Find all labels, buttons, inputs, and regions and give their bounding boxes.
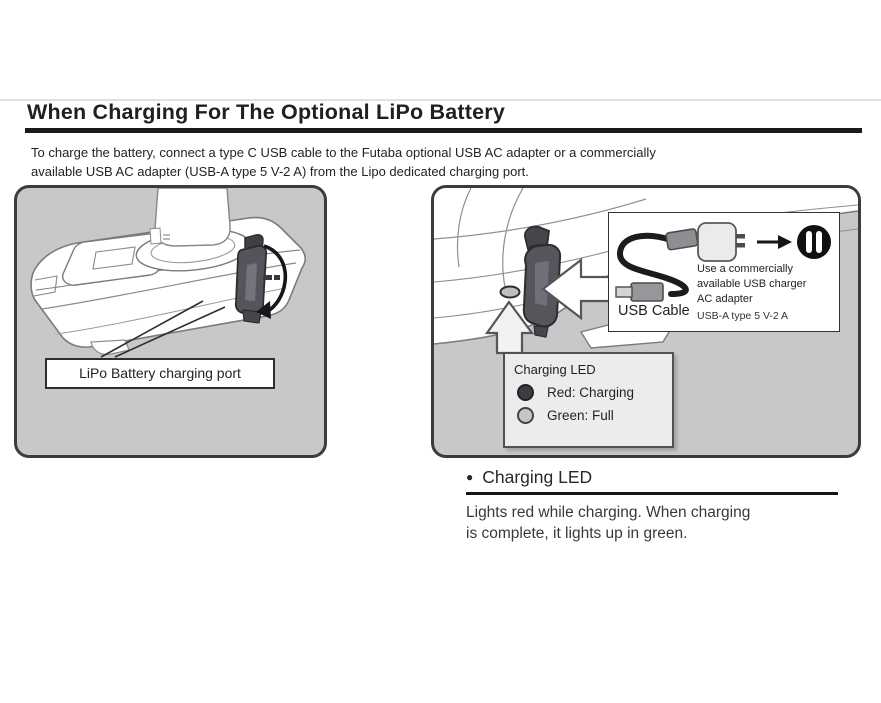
- charging-led-indicator: [501, 287, 520, 298]
- figure-charging-closeup: [431, 185, 861, 458]
- intro-line-2: available USB AC adapter (USB-A type 5 V-2 A) from the Lipo dedicated charging port.: [31, 164, 529, 179]
- adapter-note-line-1: Use a commercially: [697, 263, 793, 275]
- led-legend-title: Charging LED: [514, 362, 596, 377]
- device-print-mark: [263, 275, 272, 280]
- intro-text: [31, 143, 656, 181]
- intro-line-1: To charge the battery, connect a type C USB cable to the Futaba optional USB AC adapter or a commercially: [31, 145, 656, 160]
- device-print-mark: [274, 275, 280, 280]
- section-body-line-1: Lights red while charging. When charging: [466, 503, 751, 521]
- figure-charging-port: [14, 185, 327, 458]
- section-heading-text: Charging LED: [482, 467, 593, 487]
- usb-cable-label: USB Cable: [618, 303, 690, 319]
- led-green-label: Green: Full: [547, 408, 614, 423]
- usb-adapter-inset: [608, 212, 840, 332]
- led-red-dot: [517, 384, 534, 401]
- ac-adapter-icon: [698, 223, 745, 261]
- callout-label: LiPo Battery charging port: [79, 365, 241, 381]
- adapter-note: [697, 262, 806, 324]
- title-underline: [25, 128, 862, 133]
- led-green-dot: [517, 407, 534, 424]
- section-body: [466, 502, 846, 545]
- led-legend-box: [503, 352, 674, 448]
- bullet-icon: ●: [466, 470, 474, 484]
- adapter-note-line-3: AC adapter: [697, 293, 753, 305]
- usb-a-connector-icon: [616, 283, 663, 301]
- charging-led-section: [466, 467, 846, 545]
- usb-cable-icon: [616, 227, 709, 301]
- transmitter-illustration: [17, 188, 324, 455]
- led-red-label: Red: Charging: [547, 385, 635, 400]
- page-title: When Charging For The Optional LiPo Battery: [27, 100, 506, 124]
- section-underline: [466, 492, 838, 495]
- led-green-row: [517, 407, 672, 424]
- power-outlet-icon: [797, 225, 831, 259]
- adapter-note-line-2: available USB charger: [697, 278, 807, 290]
- section-heading: [466, 467, 846, 488]
- adapter-spec: USB-A type 5 V-2 A: [697, 310, 789, 322]
- arrow-right-icon: [757, 235, 792, 249]
- callout-lipo-port: [45, 358, 275, 389]
- led-red-row: [517, 384, 672, 401]
- handle-cylinder: [150, 188, 230, 246]
- section-body-line-2: is complete, it lights up in green.: [466, 525, 688, 542]
